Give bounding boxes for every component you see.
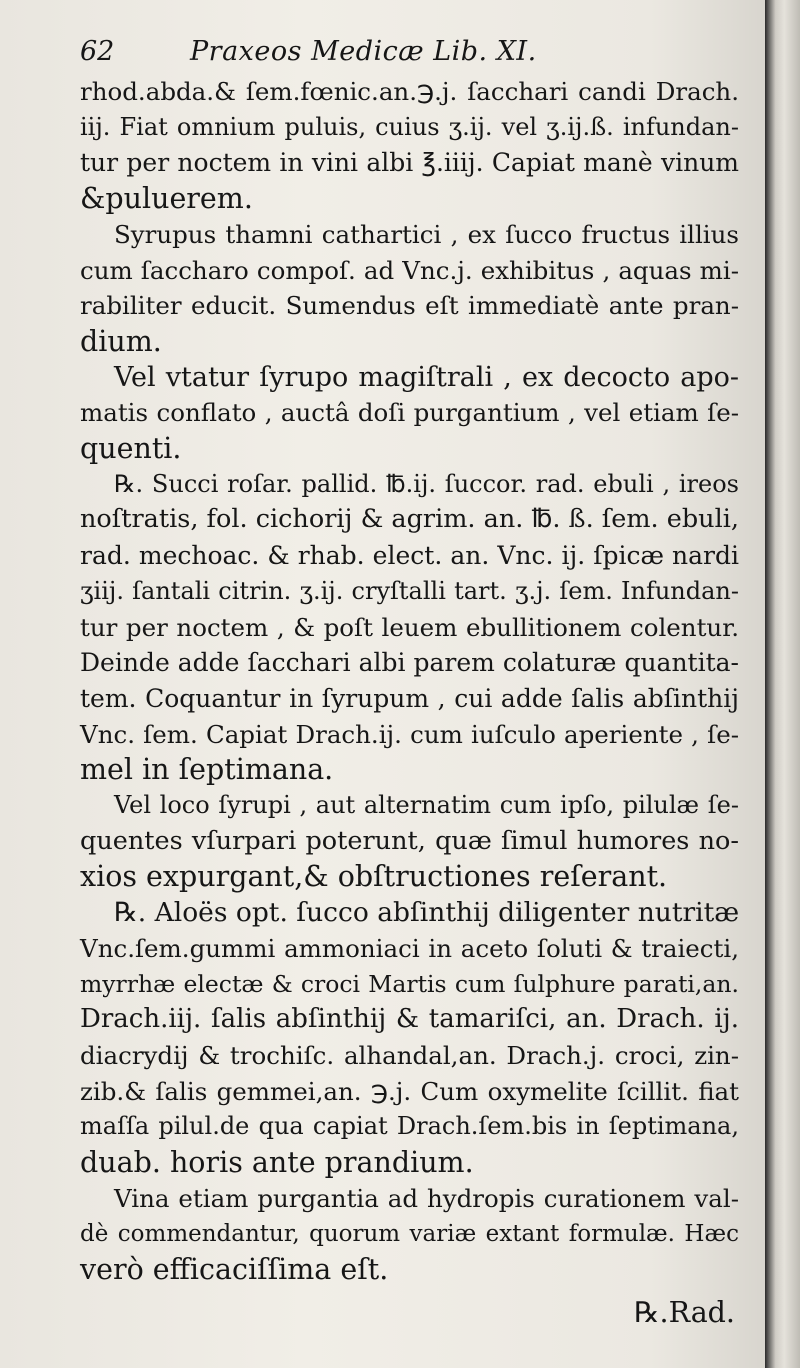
text-line: noſtratis, fol. cichorij & agrim. an. ℔. ß. ſem. ebuli, <box>80 504 739 535</box>
text-line: myrrhæ electæ & croci Martis cum ſulphure parati,an. <box>80 969 739 998</box>
body-text <box>80 74 739 1288</box>
paragraph <box>80 74 739 217</box>
text-line: ʒiij. ſantali citrin. ʒ.ij. cryſtalli tart. ʒ.j. ſem. Infundan- <box>80 576 739 605</box>
text-line: diacrydij & trochiſc. alhandal,an. Drach.j. croci, zin- <box>80 1040 739 1070</box>
text-line: Vnc. ſem. Capiat Drach.ij. cum iuſculo aperiente , ſe- <box>80 719 739 749</box>
text-line: quenti. <box>80 432 182 466</box>
text-line: matis conflato , auctâ doſi purgantium , vel etiam ſe- <box>80 398 739 428</box>
text-line: mel in ſeptimana. <box>80 753 334 787</box>
text-line: quentes vſurpari poterunt, quæ ſimul humores no- <box>80 825 739 856</box>
page-header <box>80 36 739 74</box>
text-line: Vel vtatur ſyrupo magiſtrali , ex decocto apo- <box>114 361 739 393</box>
running-head: Praxeos Medicæ Lib. XI. <box>190 36 537 67</box>
text-line: ℞. Succi roſar. pallid. ℔.ij. ſuccor. rad. ebuli , ireos <box>114 469 739 498</box>
catchword: ℞.Rad. <box>633 1296 735 1329</box>
text-line: ℞. Aloës opt. ſucco abſinthij diligenter nutritæ <box>114 897 740 929</box>
text-line: cum ſaccharo compoſ. ad Vnc.j. exhibitus , aquas mi- <box>80 255 739 285</box>
text-line: rhod.abda.& ſem.fœnic.an.℈.j. ſacchari candi Drach. <box>80 77 739 106</box>
text-line: xios expurgant,& obſtructiones reſerant. <box>80 860 668 894</box>
paragraph <box>80 895 739 1181</box>
text-line: Deinde adde ſacchari albi parem colaturæ quantita- <box>80 648 739 678</box>
page-edge <box>765 0 800 1368</box>
text-line: rabiliter educit. Sumendus eſt immediatè ante pran- <box>80 291 739 321</box>
text-line: verò efficaciſſima eſt. <box>80 1253 389 1287</box>
paragraph <box>80 360 739 467</box>
page-number: 62 <box>80 36 115 67</box>
paragraph <box>80 467 739 788</box>
text-line: tem. Coquantur in ſyrupum , cui adde ſalis abſinthij <box>80 683 739 713</box>
text-line: Vina etiam purgantia ad hydropis curationem val- <box>114 1183 739 1213</box>
text-line: dium. <box>80 324 162 358</box>
text-line: duab. horis ante prandium. <box>80 1146 474 1180</box>
text-line: Vel loco ſyrupi , aut alternatim cum ipſo, pilulæ ſe- <box>114 791 739 820</box>
text-line: iij. Fiat omnium puluis, cuius ʒ.ij. vel ʒ.ij.ß. infundan- <box>80 112 739 141</box>
text-line: maſſa pilul.de qua capiat Drach.ſem.bis in ſeptimana, <box>80 1112 739 1141</box>
text-line: tur per noctem in vini albi ℥.iiij. Capiat manè vinum <box>80 148 739 178</box>
text-line: Drach.iij. ſalis abſinthij & tamariſci, an. Drach. ij. <box>80 1004 739 1035</box>
text-line: Syrupus thamni cathartici , ex ſucco fructus illius <box>114 219 739 249</box>
paragraph <box>80 788 739 895</box>
text-line: rad. mechoac. & rhab. elect. an. Vnc. ij. ſpicæ nardi <box>80 541 739 571</box>
text-line: zib.& ſalis gemmei,an. ℈.j. Cum oxymelite ſcillit. fiat <box>80 1076 739 1106</box>
paragraph <box>80 217 739 360</box>
text-line: &puluerem. <box>80 182 253 216</box>
text-line: Vnc.ſem.gummi ammoniaci in aceto ſoluti & traiecti, <box>80 933 739 963</box>
text-line: tur per noctem , & poſt leuem ebullitionem colentur. <box>80 612 739 642</box>
paragraph <box>80 1181 739 1288</box>
text-line: dè commendantur, quorum variæ extant formulæ. Hæc <box>80 1220 739 1247</box>
